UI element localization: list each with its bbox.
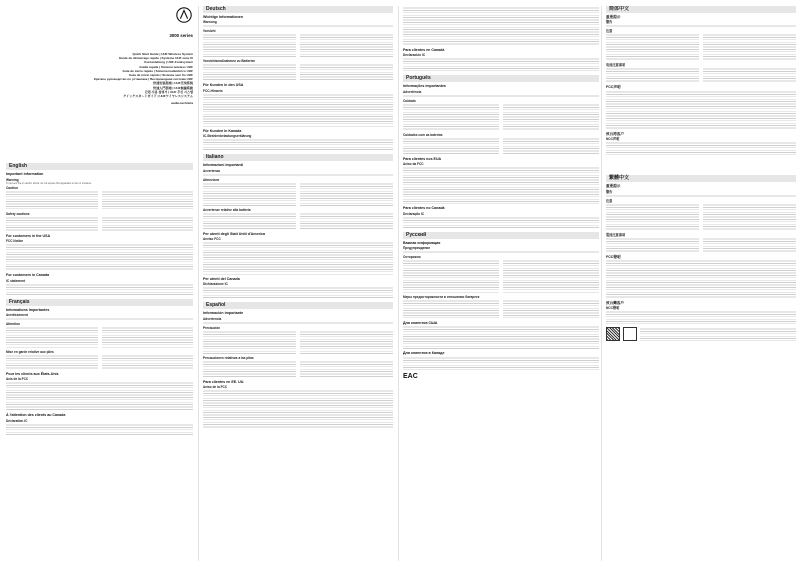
caution-heading: 注意 — [606, 198, 613, 203]
canada-sub: IC-Strahlenbelastungserklärung — [203, 134, 252, 139]
canada-sub: Dichiarazione IC — [203, 282, 228, 287]
usa-sub: Aviso de la FCC — [203, 385, 228, 390]
warning-heading: Avertissement — [6, 312, 28, 317]
lang-bar-spanish: Español — [203, 302, 393, 309]
taiwan-sub: NCC聲明 — [606, 306, 620, 311]
warning-heading: Advertencia — [203, 316, 222, 321]
safety-heading: Precauciones relativas a las pilas — [203, 355, 254, 360]
usa-sub: FCC-Hinweis — [203, 88, 223, 93]
warning-heading: Warning — [6, 177, 19, 182]
column-4 — [606, 6, 796, 561]
fcc-title: For customers in the USA — [6, 233, 51, 238]
brand-url: audio-technica — [171, 101, 193, 106]
caution-heading: Vorsicht — [203, 29, 216, 34]
guide-line: Quick Start Guide | UHF Wireless System — [132, 52, 193, 56]
guide-line: Guide de démarrage rapide | Système UHF sans fil — [118, 56, 193, 61]
section-title: 重要提示 — [606, 15, 621, 19]
audio-technica-logo-icon — [175, 6, 193, 24]
lang-bar-russian: Русский — [403, 232, 599, 239]
usa-title: Для клиентов США — [403, 321, 438, 326]
canada-title: Für Kunden in Kanada — [203, 128, 242, 133]
canada-title: Для клиентов в Канаде — [403, 351, 445, 356]
caution-heading: 注意 — [606, 29, 613, 34]
lang-bar-german: Deutsch — [203, 6, 393, 13]
canada-sub: Declaração IC — [403, 211, 425, 216]
usa-title: Para clientes en EE. UU. — [203, 379, 245, 384]
canada-title: For customers in Canada — [6, 273, 50, 278]
caution-heading: Attenzione — [203, 177, 220, 182]
guide-line: Guía de inicio rápido | Sistema inalámbrico UHF — [122, 68, 193, 73]
section-title: 重要提示 — [606, 184, 621, 189]
guide-line: 간편 사용 설명서 | UHF 무선 시스템 — [144, 89, 193, 94]
canada-sub: IC statement — [6, 278, 26, 283]
usa-title: Per utenti degli Stati Uniti d'America — [203, 231, 265, 236]
guide-line: クイックスタートガイド | UHFワイヤレスシステム — [123, 94, 193, 99]
column-2 — [203, 6, 393, 561]
section-title: Informations importantes — [6, 307, 50, 312]
lang-bar-chinese-simplified: 简体中文 — [606, 6, 796, 13]
taiwan-heading: 致台湾客户 — [606, 131, 624, 136]
fcc-heading: FCC声明 — [606, 85, 621, 90]
canada-title: Para clientes no Canadá — [403, 206, 445, 211]
canada-title: À l'attention des clients au Canada — [6, 413, 66, 418]
brand-block — [6, 6, 193, 105]
warning-heading: Warnung — [203, 20, 217, 25]
safety-heading: Safety cautions — [6, 211, 30, 216]
warning-heading: Avvertenza — [203, 168, 220, 173]
section-title: Wichtige Informationen — [203, 15, 243, 19]
guide-line: 快速安装指南 | UHF无线系统 — [153, 81, 193, 86]
section-title: Informações importantes — [403, 84, 446, 89]
safety-heading: 電池注意事項 — [606, 232, 626, 237]
safety-heading: Меры предосторожности в отношении батареек — [403, 295, 480, 300]
canada-title: Para clientes en Canadá — [403, 48, 445, 52]
warning-text: To prevent fire or electric shock, do not expose this apparatus to rain or moisture. — [6, 181, 92, 185]
lang-bar-english: English — [6, 163, 193, 170]
guide-line: Kurzanleitung | UHF-Funksystem — [144, 60, 193, 65]
caution-heading: Cuidado — [403, 98, 416, 103]
caution-heading: Осторожно — [403, 255, 421, 260]
column-1 — [6, 6, 193, 561]
fcc-sub: FCC Notice — [6, 239, 24, 244]
usa-title: Für Kunden in den USA — [203, 83, 244, 88]
caution-heading: Attention — [6, 321, 20, 326]
usa-title: Para clientes nos EUA — [403, 156, 442, 161]
column-3 — [403, 6, 599, 561]
warning-heading: 警告 — [606, 20, 613, 25]
safety-heading: Avvertenze relative alla batteria — [203, 207, 251, 212]
fcc-heading: FCC聲明 — [606, 254, 621, 259]
lang-bar-chinese-traditional: 繁體中文 — [606, 175, 796, 182]
section-title: Important information — [6, 172, 44, 177]
warning-heading: 警告 — [606, 189, 613, 194]
eac-mark: EAC — [403, 372, 418, 380]
warning-heading: Advertência — [403, 89, 422, 94]
certification-marks — [606, 327, 796, 341]
safety-heading: Mise en garde relative aux piles — [6, 349, 54, 354]
usa-sub: Avviso FCC — [203, 237, 221, 242]
series-title: 3000 series — [169, 33, 193, 38]
guide-line: 快速入門指南 | UHF無線系統 — [153, 85, 193, 90]
lang-bar-portuguese: Português — [403, 75, 599, 82]
usa-sub: Avis de la FCC — [6, 377, 29, 382]
section-title: Informazioni importanti — [203, 163, 243, 168]
canada-title: Per utenti del Canada — [203, 277, 240, 282]
usa-sub: Aviso da FCC — [403, 162, 424, 167]
canada-sub: Déclaration IC — [6, 418, 28, 423]
lang-bar-italian: Italiano — [203, 154, 393, 161]
guide-line: Guida rapida | Sistema wireless UHF — [139, 64, 193, 69]
taiwan-heading: 致台灣客戶 — [606, 301, 624, 306]
guide-line: Краткое руководство по установке | Беспроводная система UHF — [93, 77, 193, 82]
recycle-mark-icon — [623, 327, 637, 341]
safety-heading: Cuidados com as baterias — [403, 132, 443, 137]
canada-sub: Declaración IC — [403, 53, 426, 58]
usa-title: Pour les clients aux États-Unis — [6, 371, 59, 376]
qr-code-icon — [606, 327, 620, 341]
taiwan-sub: NCC声明 — [606, 137, 620, 142]
section-title: Важная информация — [403, 240, 441, 245]
section-title: Información importante — [203, 311, 244, 316]
safety-heading: 电池注意事项 — [606, 63, 626, 68]
lang-bar-french: Français — [6, 299, 193, 306]
caution-heading: Caution — [6, 185, 18, 190]
safety-heading: Vorsichtsmaßnahmen zu Batterien — [203, 59, 256, 64]
caution-heading: Precaución — [203, 325, 221, 330]
guide-line: Guia de início rápido | Sistema sem fio UHF — [129, 73, 193, 78]
warning-heading: Предупреждение — [403, 246, 431, 251]
